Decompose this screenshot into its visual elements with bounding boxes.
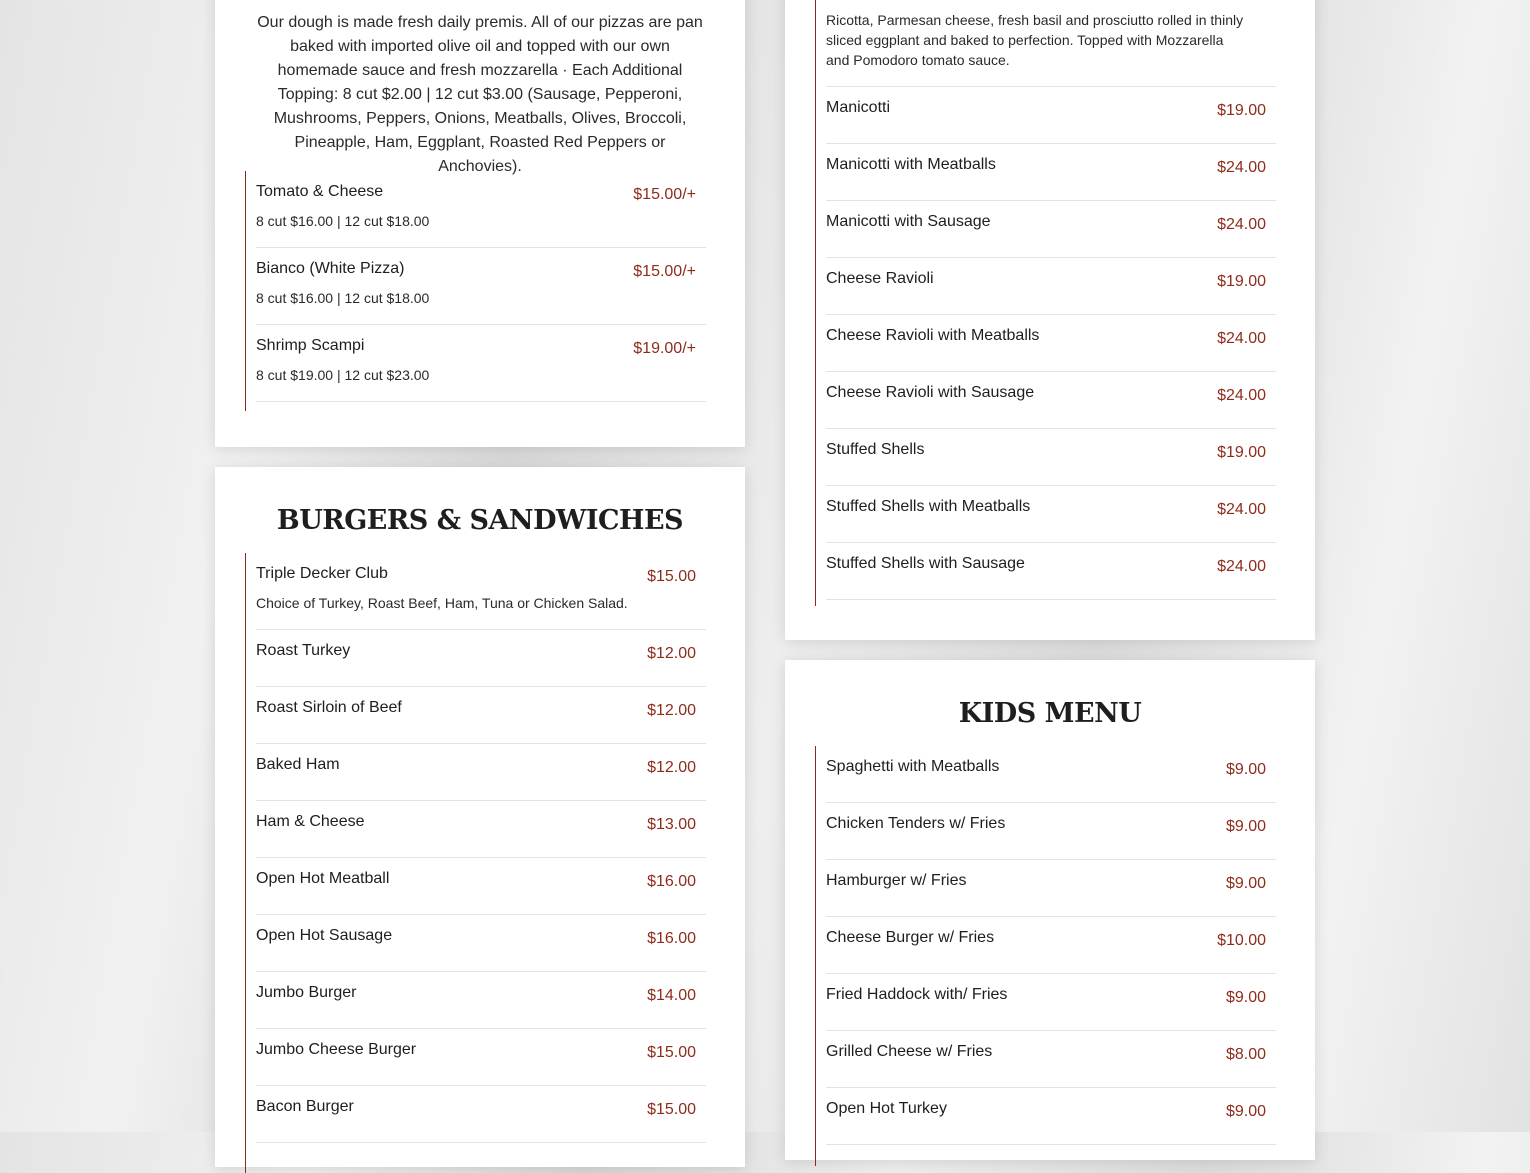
menu-item[interactable] — [256, 553, 706, 630]
menu-item-price: $12.00 — [647, 759, 696, 776]
menu-item[interactable] — [826, 486, 1276, 543]
menu-item[interactable] — [826, 429, 1276, 486]
menu-item-name: Grilled Cheese w/ Fries — [826, 1043, 993, 1060]
menu-item[interactable] — [256, 972, 706, 1029]
menu-item-price: $24.00 — [1217, 330, 1266, 347]
menu-item-name: Stuffed Shells with Sausage — [826, 555, 1025, 572]
menu-item[interactable] — [826, 0, 1276, 87]
menu-item-name: Roast Turkey — [256, 642, 351, 659]
menu-item[interactable] — [256, 858, 706, 915]
menu-item-price: $15.00 — [647, 568, 696, 585]
menu-item[interactable] — [256, 915, 706, 972]
menu-item[interactable] — [826, 258, 1276, 315]
menu-item-name: Open Hot Turkey — [826, 1100, 947, 1117]
menu-item-name: Open Hot Meatball — [256, 870, 390, 887]
menu-item[interactable] — [256, 630, 706, 687]
menu-item-price: $9.00 — [1225, 761, 1266, 778]
menu-item-price: $19.00/+ — [633, 340, 696, 357]
menu-item[interactable] — [826, 543, 1276, 600]
menu-item[interactable] — [826, 1031, 1276, 1088]
menu-item-name: Cheese Ravioli — [826, 270, 934, 287]
menu-item-name: Chicken Tenders w/ Fries — [826, 815, 1006, 832]
menu-item-price: $24.00 — [1217, 216, 1266, 233]
menu-item-name: Tomato & Cheese — [256, 183, 384, 200]
menu-item-price: $24.00 — [1217, 501, 1266, 518]
menu-item[interactable] — [826, 201, 1276, 258]
menu-item[interactable] — [256, 1029, 706, 1086]
menu-item-price: $12.00 — [647, 702, 696, 719]
menu-item-name: Cheese Ravioli with Sausage — [826, 384, 1035, 401]
menu-item-description: Ricotta, Parmesan cheese, fresh basil and prosciutto rolled in thinly sliced eggplant and baked to perfection. Topped with Mozzarella and Pomodoro tomato sauce. — [826, 12, 1244, 68]
menu-item-price: $9.00 — [1225, 818, 1266, 835]
menu-item-name: Open Hot Sausage — [256, 927, 393, 944]
menu-item[interactable] — [826, 917, 1276, 974]
menu-item-name: Fried Haddock with/ Fries — [826, 986, 1008, 1003]
menu-item[interactable] — [826, 803, 1276, 860]
menu-item-name: Cheese Burger w/ Fries — [826, 929, 995, 946]
pizza-item-list — [245, 171, 706, 411]
menu-item[interactable] — [826, 315, 1276, 372]
menu-item[interactable] — [256, 744, 706, 801]
menu-item-price: $15.00/+ — [633, 186, 696, 203]
menu-item-price: $9.00 — [1225, 1103, 1266, 1120]
menu-item-name: Stuffed Shells with Meatballs — [826, 498, 1031, 515]
menu-item[interactable] — [256, 171, 706, 248]
menu-item-name: Roast Sirloin of Beef — [256, 699, 402, 716]
menu-item-name: Baked Ham — [256, 756, 340, 773]
menu-item-price: $13.00 — [647, 816, 696, 833]
menu-item[interactable] — [256, 325, 706, 402]
menu-item-name: Bianco (White Pizza) — [256, 260, 405, 277]
menu-item-name: Manicotti with Sausage — [826, 213, 991, 230]
menu-item-name: Spaghetti with Meatballs — [826, 758, 1000, 775]
menu-item[interactable] — [826, 144, 1276, 201]
menu-item-price: $12.00 — [647, 645, 696, 662]
menu-item-description: 8 cut $19.00 | 12 cut $23.00 — [256, 367, 430, 383]
menu-item-name: Hamburger w/ Fries — [826, 872, 967, 889]
menu-item[interactable] — [256, 248, 706, 325]
menu-item[interactable] — [826, 87, 1276, 144]
menu-item[interactable] — [826, 860, 1276, 917]
menu-item-name: Cheese Ravioli with Meatballs — [826, 327, 1040, 344]
section-title: BURGERS & SANDWICHES — [276, 505, 684, 536]
pizza-section-card — [215, 0, 745, 447]
menu-item-price: $19.00 — [1217, 273, 1266, 290]
menu-item[interactable] — [256, 687, 706, 744]
pasta-section-card — [785, 0, 1315, 640]
menu-item-description: 8 cut $16.00 | 12 cut $18.00 — [256, 290, 430, 306]
menu-item-name: Shrimp Scampi — [256, 337, 365, 354]
menu-item-price: $9.00 — [1225, 989, 1266, 1006]
menu-item-price: $8.00 — [1225, 1046, 1266, 1063]
menu-item-name: Manicotti with Meatballs — [826, 156, 996, 173]
menu-item[interactable] — [256, 801, 706, 858]
menu-item-price: $16.00 — [647, 930, 696, 947]
menu-item-name: Ham & Cheese — [256, 813, 365, 830]
menu-item-price: $9.00 — [1225, 875, 1266, 892]
menu-item[interactable] — [826, 372, 1276, 429]
menu-item-price: $16.00 — [647, 873, 696, 890]
menu-item-price: $24.00 — [1217, 387, 1266, 404]
menu-item-price: $15.00/+ — [633, 263, 696, 280]
menu-item-price: $15.00 — [647, 1101, 696, 1118]
menu-item-price: $14.00 — [647, 987, 696, 1004]
menu-item-price: $24.00 — [1217, 558, 1266, 575]
menu-item[interactable] — [826, 1088, 1276, 1145]
section-title: KIDS MENU — [958, 698, 1142, 729]
burgers-section-card — [215, 467, 745, 1167]
menu-item-description: Choice of Turkey, Roast Beef, Ham, Tuna or Chicken Salad. — [256, 595, 628, 611]
menu-item-name: Bacon Burger — [256, 1098, 354, 1115]
menu-item-price: $24.00 — [1217, 159, 1266, 176]
pizza-intro-text: Our dough is made fresh daily premis. All of our pizzas are pan baked with imported olive oil and topped with our own homemade sauce and fresh mozzarella · Each Additional Topping: 8 cut $2.00 | 12 cut $3.00 (Sausage, Pepperoni, Mushrooms, Peppers, Onions, Meatballs, Olives, Broccoli, Pineapple, Ham, Eggplant, Roasted Red Peppers or Anchovies). — [257, 14, 703, 175]
menu-item[interactable] — [256, 1086, 706, 1143]
kids-item-list — [815, 746, 1276, 1166]
pasta-item-list — [815, 0, 1276, 606]
menu-item-price: $19.00 — [1217, 444, 1266, 461]
menu-item-price: $10.00 — [1217, 932, 1266, 949]
burgers-item-list — [245, 553, 706, 1173]
menu-item-name: Stuffed Shells — [826, 441, 925, 458]
menu-item-name: Manicotti — [826, 99, 891, 116]
menu-item-price: $19.00 — [1217, 102, 1266, 119]
menu-item-name: Jumbo Cheese Burger — [256, 1041, 417, 1058]
menu-item-description: 8 cut $16.00 | 12 cut $18.00 — [256, 213, 430, 229]
kids-section-card — [785, 660, 1315, 1160]
menu-item[interactable] — [826, 974, 1276, 1031]
menu-item[interactable] — [826, 746, 1276, 803]
menu-item-price: $15.00 — [647, 1044, 696, 1061]
menu-item-name: Triple Decker Club — [256, 565, 388, 582]
menu-item-name: Jumbo Burger — [256, 984, 357, 1001]
